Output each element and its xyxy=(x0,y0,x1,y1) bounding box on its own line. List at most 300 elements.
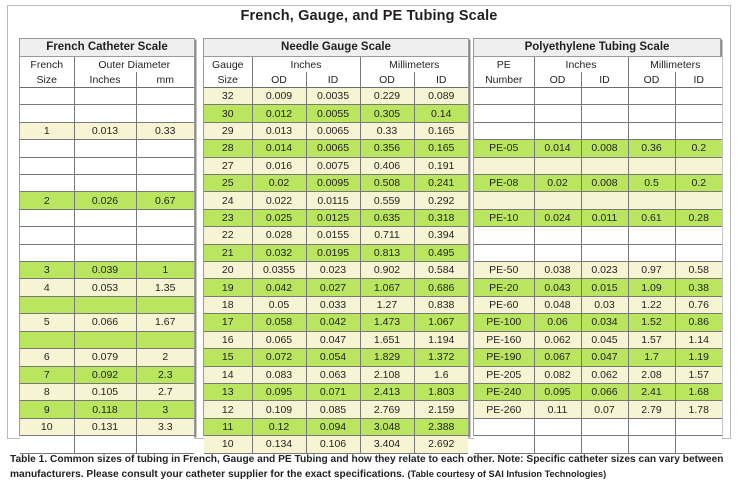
gauge-cell-mm-od: 0.305 xyxy=(360,105,414,122)
figure-title: French, Gauge, and PE Tubing Scale xyxy=(240,8,498,24)
gauge-cell-size: 23 xyxy=(204,209,252,226)
pe-cell-mm-od xyxy=(628,105,675,122)
pe-table-row xyxy=(474,296,722,313)
french-cell-size: 8 xyxy=(20,383,74,400)
gauge-cell-mm-id: 0.165 xyxy=(414,140,468,157)
pe-cell-mm-id: 1.19 xyxy=(675,349,722,366)
pe-cell-inches-od: 0.014 xyxy=(534,140,581,157)
pe-cell-inches-id: 0.015 xyxy=(581,279,628,296)
gauge-cell-inches-od: 0.009 xyxy=(252,88,306,105)
french-cell-mm: 1.35 xyxy=(136,279,194,296)
gauge-cell-inches-od: 0.12 xyxy=(252,418,306,435)
gauge-table-row xyxy=(204,192,468,209)
gauge-table-row xyxy=(204,88,468,105)
gauge-cell-size: 28 xyxy=(204,140,252,157)
french-cell-mm: 0.33 xyxy=(136,122,194,139)
gauge-cell-mm-od: 1.27 xyxy=(360,296,414,313)
gauge-cell-inches-id: 0.054 xyxy=(306,349,360,366)
pe-table-row xyxy=(474,192,722,209)
gauge-cell-inches-id: 0.042 xyxy=(306,314,360,331)
french-subheader-inches: Inches xyxy=(74,72,136,88)
french-cell-size xyxy=(20,296,74,313)
caption-line-2: between manufacturers. Please consult your catheter supplier for the exact specifications. xyxy=(10,454,724,480)
pe-cell-mm-od: 1.52 xyxy=(628,314,675,331)
french-header-size: French xyxy=(20,57,74,72)
pe-table-row xyxy=(474,175,722,192)
pe-table-row xyxy=(474,383,722,400)
pe-cell-inches-id: 0.034 xyxy=(581,314,628,331)
pe-cell-inches-id: 0.047 xyxy=(581,349,628,366)
pe-cell-inches-od: 0.062 xyxy=(534,331,581,348)
pe-cell-inches-od: 0.038 xyxy=(534,262,581,279)
pe-cell-mm-id: 1.57 xyxy=(675,366,722,383)
french-table-row xyxy=(20,436,194,453)
pe-cell-mm-od: 0.5 xyxy=(628,175,675,192)
gauge-cell-mm-id: 0.318 xyxy=(414,209,468,226)
gauge-cell-size: 22 xyxy=(204,227,252,244)
pe-cell-number: PE-20 xyxy=(474,279,534,296)
french-table-row xyxy=(20,296,194,313)
pe-cell-inches-id xyxy=(581,436,628,453)
gauge-cell-inches-od: 0.042 xyxy=(252,279,306,296)
pe-panel-title: Polyethylene Tubing Scale xyxy=(474,39,720,57)
gauge-cell-mm-id: 0.584 xyxy=(414,262,468,279)
gauge-cell-mm-id: 1.803 xyxy=(414,383,468,400)
pe-cell-inches-id xyxy=(581,105,628,122)
pe-cell-mm-od xyxy=(628,418,675,435)
gauge-cell-inches-od: 0.05 xyxy=(252,296,306,313)
gauge-cell-mm-od: 0.33 xyxy=(360,122,414,139)
gauge-cell-mm-id: 0.241 xyxy=(414,175,468,192)
pe-subheader-mm-od: OD xyxy=(628,72,675,88)
pe-cell-mm-od: 1.09 xyxy=(628,279,675,296)
french-cell-inches xyxy=(74,331,136,348)
pe-cell-inches-od xyxy=(534,227,581,244)
gauge-cell-inches-od: 0.025 xyxy=(252,209,306,226)
french-cell-inches: 0.039 xyxy=(74,262,136,279)
pe-cell-number xyxy=(474,244,534,261)
pe-cell-mm-id: 1.68 xyxy=(675,383,722,400)
gauge-table-row xyxy=(204,175,468,192)
gauge-header-millimeters: Millimeters xyxy=(360,57,468,72)
gauge-table-row xyxy=(204,314,468,331)
french-table-row xyxy=(20,366,194,383)
gauge-cell-mm-id: 1.067 xyxy=(414,314,468,331)
gauge-cell-inches-id: 0.047 xyxy=(306,331,360,348)
gauge-table-row xyxy=(204,436,468,453)
gauge-cell-mm-id: 0.089 xyxy=(414,88,468,105)
pe-cell-inches-od: 0.082 xyxy=(534,366,581,383)
french-cell-size xyxy=(20,227,74,244)
gauge-cell-mm-od: 2.769 xyxy=(360,401,414,418)
gauge-cell-mm-id: 0.191 xyxy=(414,157,468,174)
pe-cell-inches-id: 0.008 xyxy=(581,140,628,157)
needle-gauge-scale-panel xyxy=(203,38,469,451)
gauge-cell-mm-od: 2.108 xyxy=(360,366,414,383)
pe-cell-number xyxy=(474,88,534,105)
pe-cell-inches-id xyxy=(581,227,628,244)
gauge-subheader-size: Size xyxy=(204,72,252,88)
french-cell-size: 3 xyxy=(20,262,74,279)
gauge-cell-inches-od: 0.016 xyxy=(252,157,306,174)
gauge-cell-inches-id: 0.0075 xyxy=(306,157,360,174)
french-cell-inches: 0.026 xyxy=(74,192,136,209)
gauge-cell-inches-id: 0.0125 xyxy=(306,209,360,226)
french-cell-size xyxy=(20,175,74,192)
french-cell-inches xyxy=(74,140,136,157)
french-table-row xyxy=(20,244,194,261)
gauge-cell-size: 18 xyxy=(204,296,252,313)
gauge-cell-inches-od: 0.0355 xyxy=(252,262,306,279)
gauge-cell-mm-od: 0.229 xyxy=(360,88,414,105)
french-table-row xyxy=(20,349,194,366)
french-cell-mm xyxy=(136,157,194,174)
pe-cell-number: PE-190 xyxy=(474,349,534,366)
pe-cell-number: PE-160 xyxy=(474,331,534,348)
gauge-cell-mm-od: 3.048 xyxy=(360,418,414,435)
gauge-cell-inches-od: 0.134 xyxy=(252,436,306,453)
gauge-cell-mm-id: 0.165 xyxy=(414,122,468,139)
pe-cell-inches-id: 0.011 xyxy=(581,209,628,226)
french-cell-size: 10 xyxy=(20,418,74,435)
french-header-row-top xyxy=(20,57,194,72)
gauge-cell-inches-id: 0.023 xyxy=(306,262,360,279)
french-cell-size xyxy=(20,244,74,261)
gauge-cell-mm-od: 0.508 xyxy=(360,175,414,192)
pe-table-row xyxy=(474,157,722,174)
french-cell-size xyxy=(20,157,74,174)
french-cell-size xyxy=(20,105,74,122)
gauge-cell-mm-od: 1.829 xyxy=(360,349,414,366)
pe-table-row xyxy=(474,331,722,348)
gauge-cell-size: 21 xyxy=(204,244,252,261)
gauge-cell-inches-id: 0.0195 xyxy=(306,244,360,261)
french-cell-mm xyxy=(136,175,194,192)
french-cell-mm: 2.7 xyxy=(136,383,194,400)
gauge-cell-mm-id: 2.692 xyxy=(414,436,468,453)
gauge-cell-inches-od: 0.032 xyxy=(252,244,306,261)
french-cell-size xyxy=(20,209,74,226)
pe-cell-mm-od xyxy=(628,227,675,244)
pe-cell-inches-od: 0.06 xyxy=(534,314,581,331)
needle-gauge-table xyxy=(204,57,468,454)
gauge-cell-inches-od: 0.109 xyxy=(252,401,306,418)
pe-cell-mm-od: 2.41 xyxy=(628,383,675,400)
french-table-row xyxy=(20,122,194,139)
gauge-subheader-mm-id: ID xyxy=(414,72,468,88)
gauge-cell-mm-od: 2.413 xyxy=(360,383,414,400)
pe-cell-mm-od xyxy=(628,88,675,105)
french-cell-mm xyxy=(136,140,194,157)
gauge-table-row xyxy=(204,209,468,226)
french-cell-inches xyxy=(74,175,136,192)
gauge-cell-size: 30 xyxy=(204,105,252,122)
gauge-cell-inches-id: 0.0065 xyxy=(306,122,360,139)
pe-cell-number xyxy=(474,436,534,453)
gauge-cell-size: 19 xyxy=(204,279,252,296)
polyethylene-tubing-scale-panel xyxy=(473,38,721,436)
pe-cell-number xyxy=(474,418,534,435)
pe-cell-number: PE-205 xyxy=(474,366,534,383)
pe-table-row xyxy=(474,262,722,279)
gauge-cell-mm-od: 0.902 xyxy=(360,262,414,279)
gauge-table-row xyxy=(204,140,468,157)
pe-cell-mm-od: 0.97 xyxy=(628,262,675,279)
gauge-cell-inches-id: 0.0155 xyxy=(306,227,360,244)
pe-cell-inches-od xyxy=(534,436,581,453)
gauge-cell-mm-od: 0.635 xyxy=(360,209,414,226)
gauge-cell-size: 29 xyxy=(204,122,252,139)
french-cell-size: 4 xyxy=(20,279,74,296)
pe-cell-number: PE-08 xyxy=(474,175,534,192)
gauge-cell-mm-id: 1.194 xyxy=(414,331,468,348)
pe-cell-inches-od xyxy=(534,418,581,435)
pe-cell-inches-id xyxy=(581,122,628,139)
pe-cell-mm-id xyxy=(675,227,722,244)
gauge-cell-mm-id: 2.159 xyxy=(414,401,468,418)
french-cell-size xyxy=(20,436,74,453)
gauge-cell-inches-id: 0.085 xyxy=(306,401,360,418)
french-cell-inches: 0.118 xyxy=(74,401,136,418)
pe-cell-inches-id: 0.062 xyxy=(581,366,628,383)
french-subheader-mm: mm xyxy=(136,72,194,88)
gauge-table-row xyxy=(204,262,468,279)
french-table-row xyxy=(20,262,194,279)
pe-table-row xyxy=(474,279,722,296)
french-table-row xyxy=(20,279,194,296)
french-cell-inches xyxy=(74,227,136,244)
pe-cell-number: PE-240 xyxy=(474,383,534,400)
pe-cell-mm-od: 0.61 xyxy=(628,209,675,226)
pe-cell-mm-od xyxy=(628,436,675,453)
french-cell-inches: 0.079 xyxy=(74,349,136,366)
gauge-cell-mm-od: 0.711 xyxy=(360,227,414,244)
gauge-cell-inches-id: 0.094 xyxy=(306,418,360,435)
gauge-cell-inches-id: 0.0095 xyxy=(306,175,360,192)
pe-table-row xyxy=(474,244,722,261)
french-cell-mm xyxy=(136,436,194,453)
gauge-cell-inches-id: 0.033 xyxy=(306,296,360,313)
pe-table-row xyxy=(474,436,722,453)
french-cell-inches xyxy=(74,157,136,174)
french-cell-mm xyxy=(136,244,194,261)
pe-cell-inches-od xyxy=(534,122,581,139)
caption-credit: (Table courtesy of SAI Infusion Technologies) xyxy=(407,469,607,479)
french-cell-inches: 0.066 xyxy=(74,314,136,331)
gauge-cell-inches-id: 0.0115 xyxy=(306,192,360,209)
french-cell-size: 9 xyxy=(20,401,74,418)
gauge-cell-mm-id: 0.14 xyxy=(414,105,468,122)
pe-subheader-inches-id: ID xyxy=(581,72,628,88)
gauge-cell-inches-id: 0.0065 xyxy=(306,140,360,157)
french-table-row xyxy=(20,88,194,105)
pe-cell-inches-od: 0.095 xyxy=(534,383,581,400)
gauge-cell-size: 17 xyxy=(204,314,252,331)
pe-cell-inches-od xyxy=(534,244,581,261)
gauge-header-inches: Inches xyxy=(252,57,360,72)
french-header-row-sub xyxy=(20,72,194,88)
french-table-row xyxy=(20,192,194,209)
gauge-cell-inches-id: 0.071 xyxy=(306,383,360,400)
french-cell-inches: 0.013 xyxy=(74,122,136,139)
gauge-cell-size: 13 xyxy=(204,383,252,400)
pe-cell-inches-id: 0.008 xyxy=(581,175,628,192)
pe-cell-inches-id: 0.045 xyxy=(581,331,628,348)
gauge-cell-inches-od: 0.02 xyxy=(252,175,306,192)
french-cell-inches: 0.053 xyxy=(74,279,136,296)
gauge-cell-mm-od: 3.404 xyxy=(360,436,414,453)
pe-cell-inches-id xyxy=(581,244,628,261)
pe-table-row xyxy=(474,366,722,383)
pe-cell-number: PE-50 xyxy=(474,262,534,279)
gauge-cell-inches-od: 0.012 xyxy=(252,105,306,122)
pe-cell-mm-od: 2.08 xyxy=(628,366,675,383)
french-cell-mm: 0.67 xyxy=(136,192,194,209)
gauge-cell-size: 14 xyxy=(204,366,252,383)
pe-cell-mm-od xyxy=(628,192,675,209)
gauge-table-row xyxy=(204,105,468,122)
pe-header-row-top xyxy=(474,57,722,72)
gauge-subheader-inches-id: ID xyxy=(306,72,360,88)
gauge-table-row xyxy=(204,296,468,313)
gauge-table-row xyxy=(204,383,468,400)
pe-cell-mm-id: 0.2 xyxy=(675,140,722,157)
gauge-cell-mm-od: 0.406 xyxy=(360,157,414,174)
gauge-cell-mm-id: 0.495 xyxy=(414,244,468,261)
gauge-cell-inches-id: 0.063 xyxy=(306,366,360,383)
pe-header-inches: Inches xyxy=(534,57,628,72)
gauge-cell-mm-od: 1.651 xyxy=(360,331,414,348)
french-cell-mm xyxy=(136,105,194,122)
pe-cell-inches-od: 0.02 xyxy=(534,175,581,192)
french-cell-inches xyxy=(74,105,136,122)
french-table-row xyxy=(20,209,194,226)
pe-cell-mm-id xyxy=(675,192,722,209)
gauge-table-row xyxy=(204,244,468,261)
pe-table-row xyxy=(474,140,722,157)
pe-cell-inches-od: 0.024 xyxy=(534,209,581,226)
french-cell-mm: 3.3 xyxy=(136,418,194,435)
pe-cell-mm-id: 0.76 xyxy=(675,296,722,313)
pe-cell-mm-od: 1.7 xyxy=(628,349,675,366)
pe-header-millimeters: Millimeters xyxy=(628,57,722,72)
pe-table-row xyxy=(474,349,722,366)
pe-cell-mm-id: 0.86 xyxy=(675,314,722,331)
gauge-cell-mm-id: 0.292 xyxy=(414,192,468,209)
pe-cell-inches-id: 0.03 xyxy=(581,296,628,313)
french-cell-inches: 0.131 xyxy=(74,418,136,435)
french-cell-inches: 0.105 xyxy=(74,383,136,400)
gauge-cell-size: 16 xyxy=(204,331,252,348)
pe-cell-mm-id: 0.58 xyxy=(675,262,722,279)
pe-subheader-inches-od: OD xyxy=(534,72,581,88)
pe-cell-mm-id xyxy=(675,244,722,261)
gauge-cell-mm-id: 2.388 xyxy=(414,418,468,435)
pe-cell-mm-id: 0.2 xyxy=(675,175,722,192)
pe-cell-number: PE-60 xyxy=(474,296,534,313)
gauge-table-row xyxy=(204,418,468,435)
gauge-cell-size: 12 xyxy=(204,401,252,418)
gauge-table-row xyxy=(204,401,468,418)
gauge-cell-mm-od: 1.067 xyxy=(360,279,414,296)
pe-cell-mm-id: 1.78 xyxy=(675,401,722,418)
gauge-table-row xyxy=(204,366,468,383)
french-cell-size xyxy=(20,140,74,157)
pe-cell-number xyxy=(474,157,534,174)
gauge-cell-inches-od: 0.095 xyxy=(252,383,306,400)
pe-cell-inches-od: 0.048 xyxy=(534,296,581,313)
pe-cell-mm-od: 2.79 xyxy=(628,401,675,418)
gauge-cell-mm-od: 0.356 xyxy=(360,140,414,157)
pe-cell-inches-od xyxy=(534,157,581,174)
gauge-cell-mm-id: 1.372 xyxy=(414,349,468,366)
french-table-row xyxy=(20,157,194,174)
pe-table-row xyxy=(474,314,722,331)
pe-cell-inches-id xyxy=(581,157,628,174)
pe-cell-mm-od xyxy=(628,244,675,261)
pe-cell-number xyxy=(474,105,534,122)
pe-cell-mm-od xyxy=(628,122,675,139)
gauge-subheader-inches-od: OD xyxy=(252,72,306,88)
french-cell-mm: 2.3 xyxy=(136,366,194,383)
pe-cell-inches-od xyxy=(534,192,581,209)
gauge-cell-size: 32 xyxy=(204,88,252,105)
gauge-cell-inches-od: 0.058 xyxy=(252,314,306,331)
pe-cell-inches-id xyxy=(581,418,628,435)
pe-cell-mm-od xyxy=(628,157,675,174)
pe-cell-number xyxy=(474,122,534,139)
french-table-row xyxy=(20,418,194,435)
french-cell-mm: 2 xyxy=(136,349,194,366)
french-catheter-scale-panel xyxy=(19,38,195,436)
gauge-table-row xyxy=(204,279,468,296)
french-cell-mm xyxy=(136,209,194,226)
gauge-table-row xyxy=(204,122,468,139)
gauge-cell-inches-od: 0.014 xyxy=(252,140,306,157)
figure-caption xyxy=(10,452,726,482)
gauge-cell-inches-id: 0.027 xyxy=(306,279,360,296)
gauge-cell-size: 11 xyxy=(204,418,252,435)
french-cell-size: 2 xyxy=(20,192,74,209)
pe-cell-inches-od: 0.067 xyxy=(534,349,581,366)
gauge-cell-size: 20 xyxy=(204,262,252,279)
pe-cell-number: PE-260 xyxy=(474,401,534,418)
gauge-panel-title: Needle Gauge Scale xyxy=(204,39,468,57)
pe-cell-mm-id xyxy=(675,88,722,105)
pe-table-row xyxy=(474,88,722,105)
pe-subheader-mm-id: ID xyxy=(675,72,722,88)
french-table-row xyxy=(20,314,194,331)
french-cell-mm xyxy=(136,296,194,313)
pe-cell-inches-od: 0.043 xyxy=(534,279,581,296)
french-cell-size xyxy=(20,331,74,348)
pe-cell-mm-od: 1.22 xyxy=(628,296,675,313)
gauge-cell-mm-od: 0.559 xyxy=(360,192,414,209)
gauge-cell-mm-od: 0.813 xyxy=(360,244,414,261)
pe-cell-mm-id xyxy=(675,122,722,139)
gauge-table-row xyxy=(204,349,468,366)
gauge-cell-inches-od: 0.013 xyxy=(252,122,306,139)
pe-cell-inches-id: 0.023 xyxy=(581,262,628,279)
pe-cell-inches-id xyxy=(581,192,628,209)
gauge-cell-size: 24 xyxy=(204,192,252,209)
french-cell-mm xyxy=(136,331,194,348)
french-cell-mm: 3 xyxy=(136,401,194,418)
french-cell-mm: 1 xyxy=(136,262,194,279)
pe-table-row xyxy=(474,209,722,226)
french-table-row xyxy=(20,227,194,244)
french-cell-size: 6 xyxy=(20,349,74,366)
